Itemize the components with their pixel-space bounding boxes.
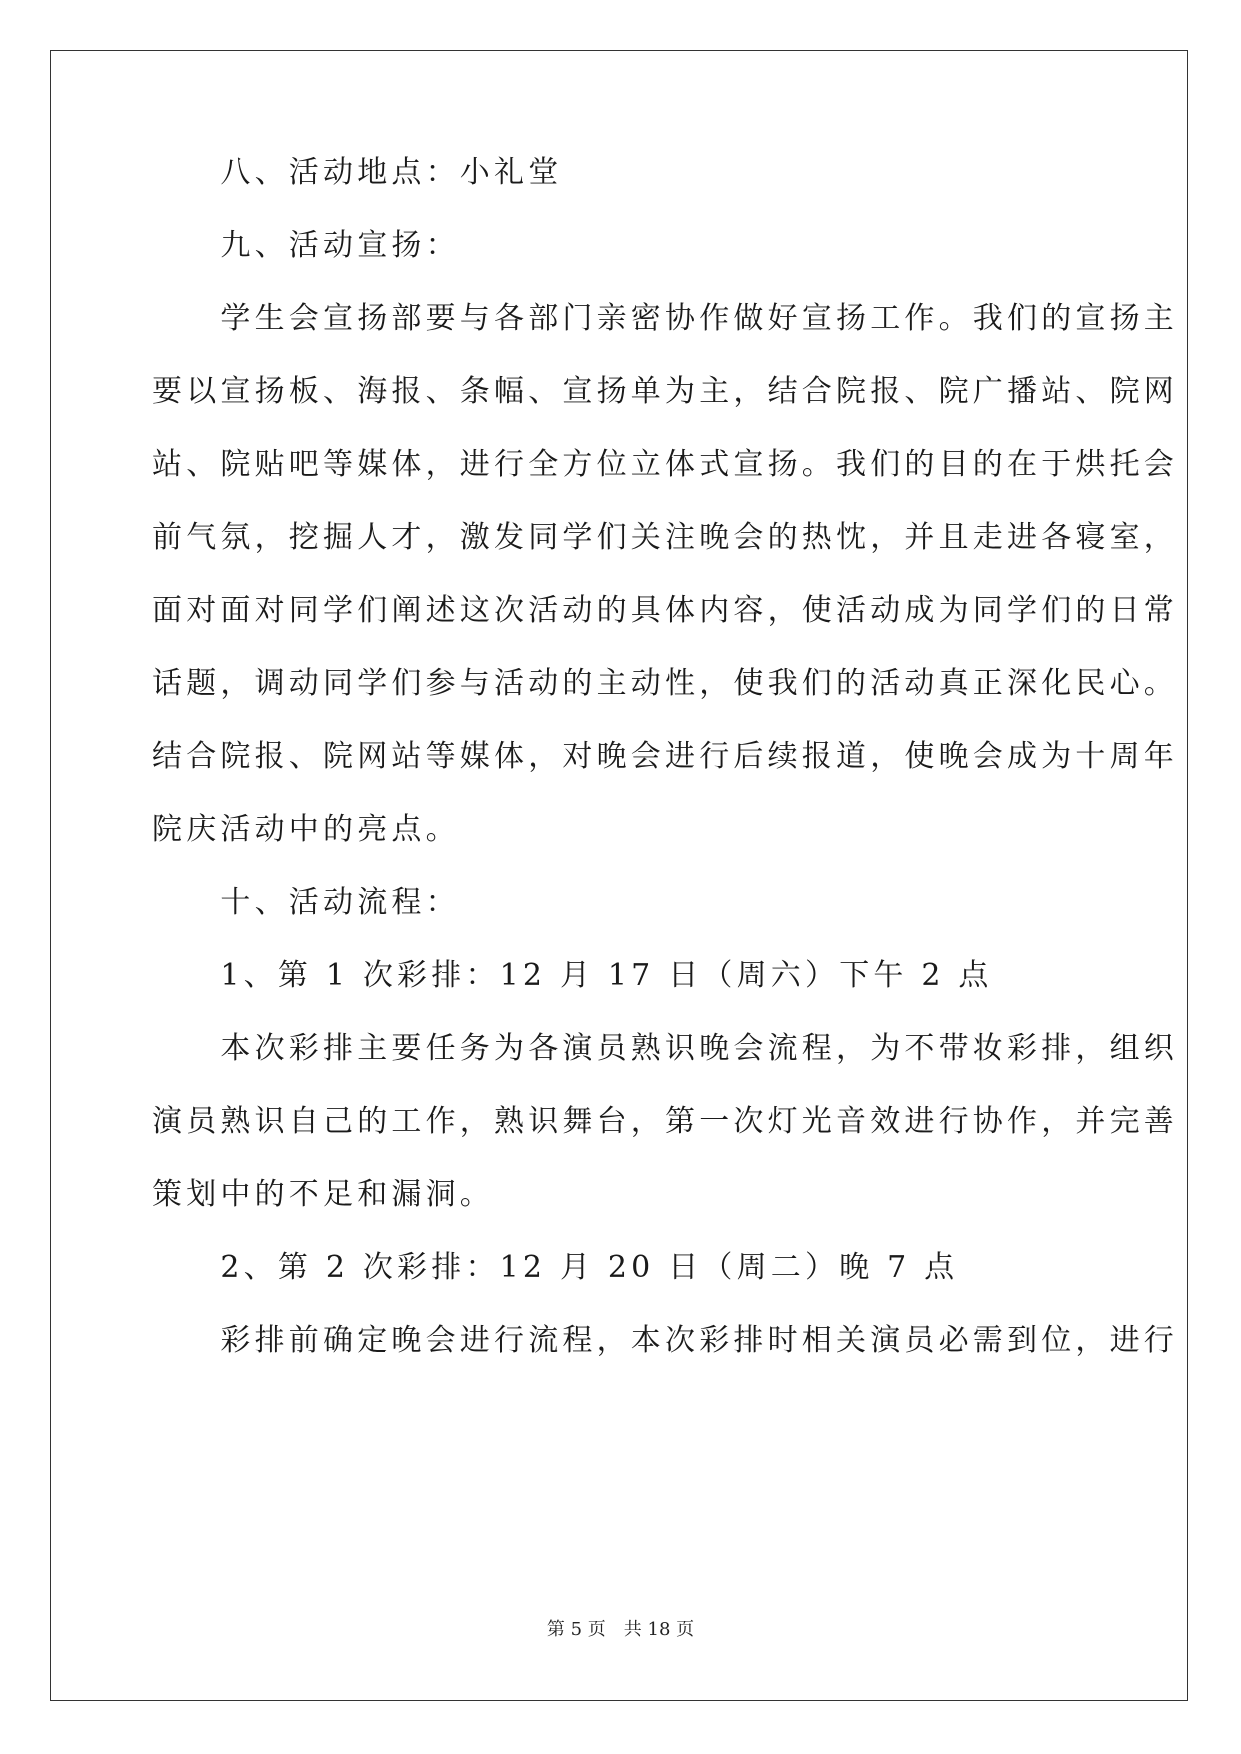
text-line: 话题，调动同学们参与活动的主动性，使我们的活动真正深化民心。 xyxy=(152,666,1178,701)
text-line: 站、院贴吧等媒体，进行全方位立体式宣扬。我们的目的在于烘托会 xyxy=(152,447,1178,482)
text-line: 八、活动地点：小礼堂 xyxy=(152,155,563,190)
page-footer xyxy=(0,1618,1241,1642)
text-line: 要以宣扬板、海报、条幅、宣扬单为主，结合院报、院广播站、院网 xyxy=(152,374,1178,409)
text-line: 十、活动流程： xyxy=(152,885,460,920)
text-line: 本次彩排主要任务为各演员熟识晚会流程，为不带妆彩排，组织 xyxy=(152,1031,1178,1066)
text-line: 学生会宣扬部要与各部门亲密协作做好宣扬工作。我们的宣扬主 xyxy=(152,301,1178,336)
text-line: 九、活动宣扬： xyxy=(152,228,460,263)
page-number: 第 5 页 xyxy=(546,1619,606,1640)
text-line: 彩排前确定晚会进行流程，本次彩排时相关演员必需到位，进行 xyxy=(152,1323,1178,1358)
text-line: 面对面对同学们阐述这次活动的具体内容，使活动成为同学们的日常 xyxy=(152,593,1178,628)
text-line: 演员熟识自己的工作，熟识舞台，第一次灯光音效进行协作，并完善 xyxy=(152,1104,1178,1139)
text-line: 1、第 1 次彩排：12 月 17 日（周六）下午 2 点 xyxy=(152,958,993,993)
page-total: 共 18 页 xyxy=(623,1619,695,1640)
text-line: 院庆活动中的亮点。 xyxy=(152,812,460,847)
text-line: 2、第 2 次彩排：12 月 20 日（周二）晚 7 点 xyxy=(152,1250,959,1285)
text-line: 前气氛，挖掘人才，激发同学们关注晚会的热忱，并且走进各寝室， xyxy=(152,520,1178,555)
text-line: 策划中的不足和漏洞。 xyxy=(152,1177,494,1212)
text-line: 结合院报、院网站等媒体，对晚会进行后续报道，使晚会成为十周年 xyxy=(152,739,1178,774)
page-border xyxy=(50,50,1188,1701)
